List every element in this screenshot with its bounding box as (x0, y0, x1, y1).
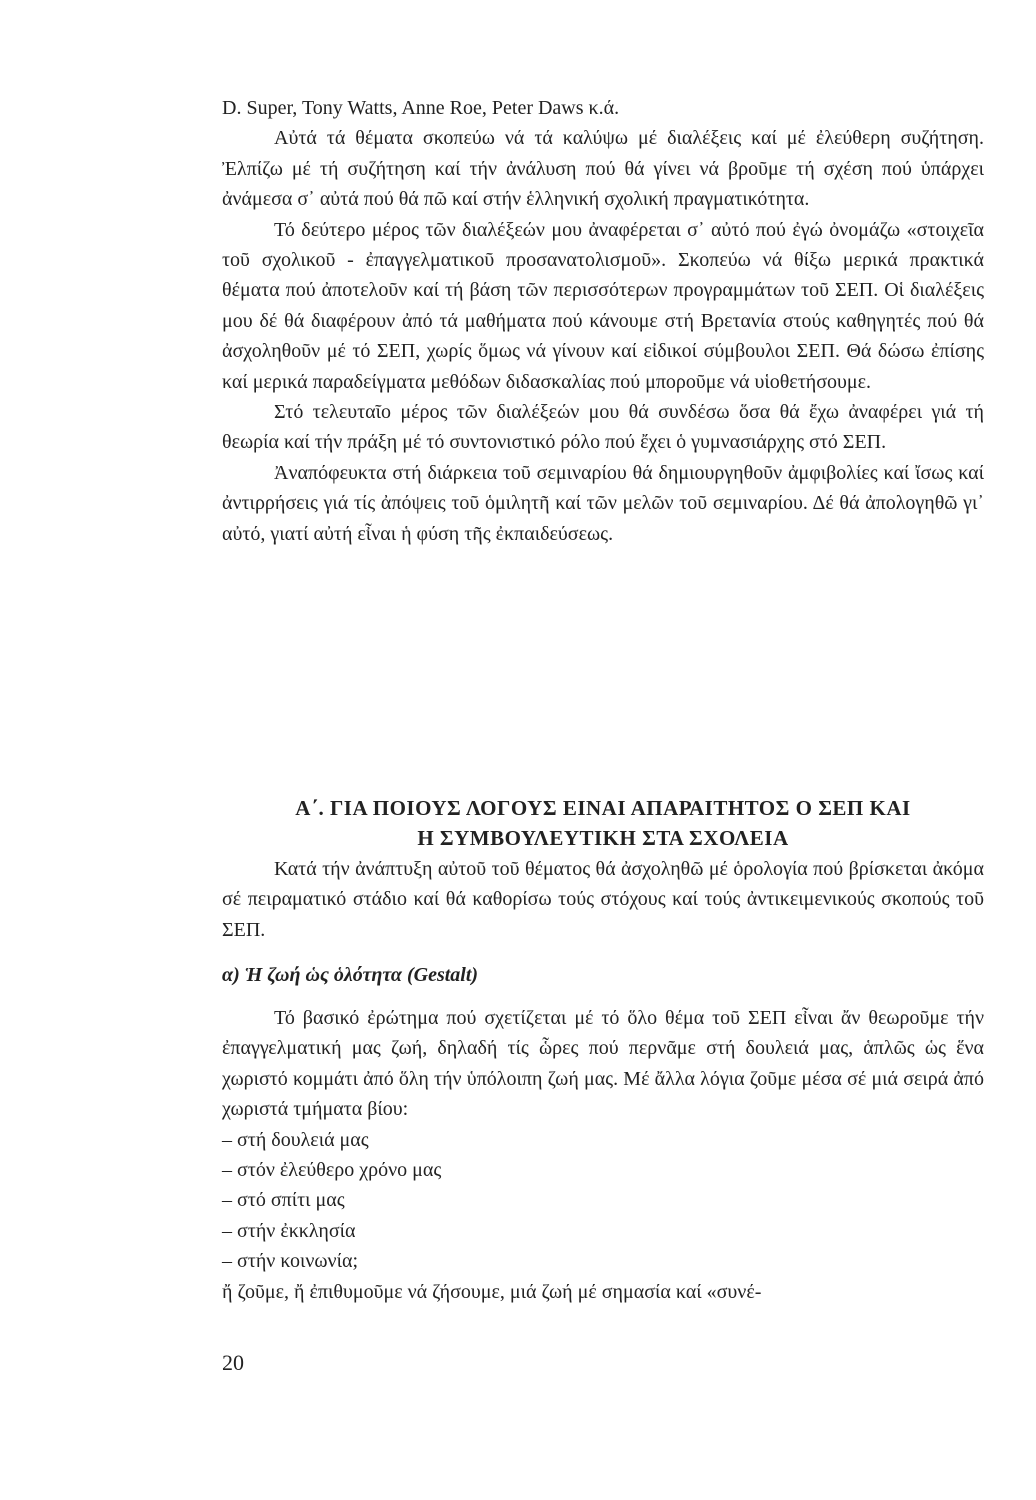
section-heading-line-2: Η ΣΥΜΒΟΥΛΕΥΤΙΚΗ ΣΤΑ ΣΧΟΛΕΙΑ (417, 826, 789, 850)
subsection-paragraph: Τό βασικό ἐρώτημα πού σχετίζεται μέ τό ὅλο θέμα τοῦ ΣΕΠ εἶναι ἄν θεωροῦμε τήν ἐπαγγελματική μας ζωή, δηλαδή τίς ὧρες πού περνᾶμε στή δουλειά μας, ἁπλῶς ὡς ἕνα χωριστό κομμάτι ἀπό ὅλη τήν ὑπόλοιπη ζωή μας. Μέ ἄλλα λόγια ζοῦμε μέσα σέ μιά σειρά ἀπό χωριστά τμήματα βίου: (222, 1007, 984, 1121)
list-item: – στή δουλειά μας (222, 1128, 369, 1151)
list-item: – στό σπίτι μας (222, 1189, 345, 1212)
author-line: D. Super, Tony Watts, Anne Roe, Peter Daws κ.ά. (222, 97, 620, 119)
page-number: 20 (222, 1350, 244, 1375)
section-intro-block (222, 854, 984, 945)
list-item: – στήν κοινωνία; (222, 1250, 359, 1273)
top-text-block (222, 93, 984, 549)
subsection-title: α) Ἡ ζωή ὡς ὁλότητα (Gestalt) (222, 964, 479, 986)
section-heading (222, 793, 984, 853)
paragraph-3: Στό τελευταῖο μέρος τῶν διαλέξεών μου θά συνδέσω ὅσα θά ἔχω ἀναφέρει γιά τή θεωρία καί τήν πράξη μέ τό συντονιστικό ρόλο πού ἔχει ὁ γυμνασιάρχης στό ΣΕΠ. (222, 401, 984, 454)
section-intro: Κατά τήν ἀνάπτυξη αὐτοῦ τοῦ θέματος θά ἀσχοληθῶ μέ ὁρολογία πού βρίσκεται ἀκόμα σέ πειραματικό στάδιο καί θά καθορίσω τούς στόχους καί τούς ἀντικειμενικούς σκοπούς τοῦ ΣΕΠ. (222, 858, 984, 941)
subsection-body (222, 1003, 984, 1307)
paragraph-2: Τό δεύτερο μέρος τῶν διαλέξεών μου ἀναφέρεται σ᾽ αὐτό πού ἐγώ ὀνομάζω «στοιχεῖα τοῦ σχολικοῦ - ἐπαγγελματικοῦ προσανατολισμοῦ». Σκοπεύω νά θίξω μερικά πρακτικά θέματα πού ἀποτελοῦν καί τή βάση τῶν περισσότερων προγραμμάτων τοῦ ΣΕΠ. Οἱ διαλέξεις μου δέ θά διαφέρουν ἀπό τά μαθήματα πού κάνουμε στή Βρετανία στούς καθηγητές πού θά ἀσχοληθοῦν μέ τό ΣΕΠ, χωρίς ὅμως νά γίνουν καί εἰδικοί σύμβουλοι ΣΕΠ. Θά δώσω ἐπίσης καί μερικά παραδείγματα μεθόδων διδασκαλίας πού μποροῦμε νά υἱοθετήσουμε. (222, 218, 984, 393)
section-heading-line-1: Α΄. ΓΙΑ ΠΟΙΟΥΣ ΛΟΓΟΥΣ ΕΙΝΑΙ ΑΠΑΡΑΙΤΗΤΟΣ Ο ΣΕΠ ΚΑΙ (295, 796, 911, 820)
closing-line: ἤ ζοῦμε, ἤ ἐπιθυμοῦμε νά ζήσουμε, μιά ζωή μέ σημασία καί «συνέ- (222, 1280, 762, 1303)
list-item: – στήν ἐκκλησία (222, 1219, 356, 1242)
life-parts-list (222, 1125, 984, 1277)
list-item: – στόν ἐλεύθερο χρόνο μας (222, 1159, 442, 1182)
paragraph-1: Αὐτά τά θέματα σκοπεύω νά τά καλύψω μέ διαλέξεις καί μέ ἐλεύθερη συζήτηση. Ἐλπίζω μέ τή συζήτηση καί τήν ἀνάλυση πού θά γίνει νά βροῦμε τή σχέση πού ὑπάρχει ἀνάμεσα σ᾽ αὐτά πού θά πῶ καί στήν ἑλληνική σχολική πραγματικότητα. (222, 127, 984, 211)
paragraph-4: Ἀναπόφευκτα στή διάρκεια τοῦ σεμιναρίου θά δημιουργηθοῦν ἀμφιβολίες καί ἴσως καί ἀντιρρήσεις γιά τίς ἀπόψεις τοῦ ὁμιλητῆ καί τῶν μελῶν τοῦ σεμιναρίου. Δέ θά ἀπολογηθῶ γι᾽ αὐτό, γιατί αὐτή εἶναι ἡ φύση τῆς ἐκπαιδεύσεως. (222, 461, 984, 545)
